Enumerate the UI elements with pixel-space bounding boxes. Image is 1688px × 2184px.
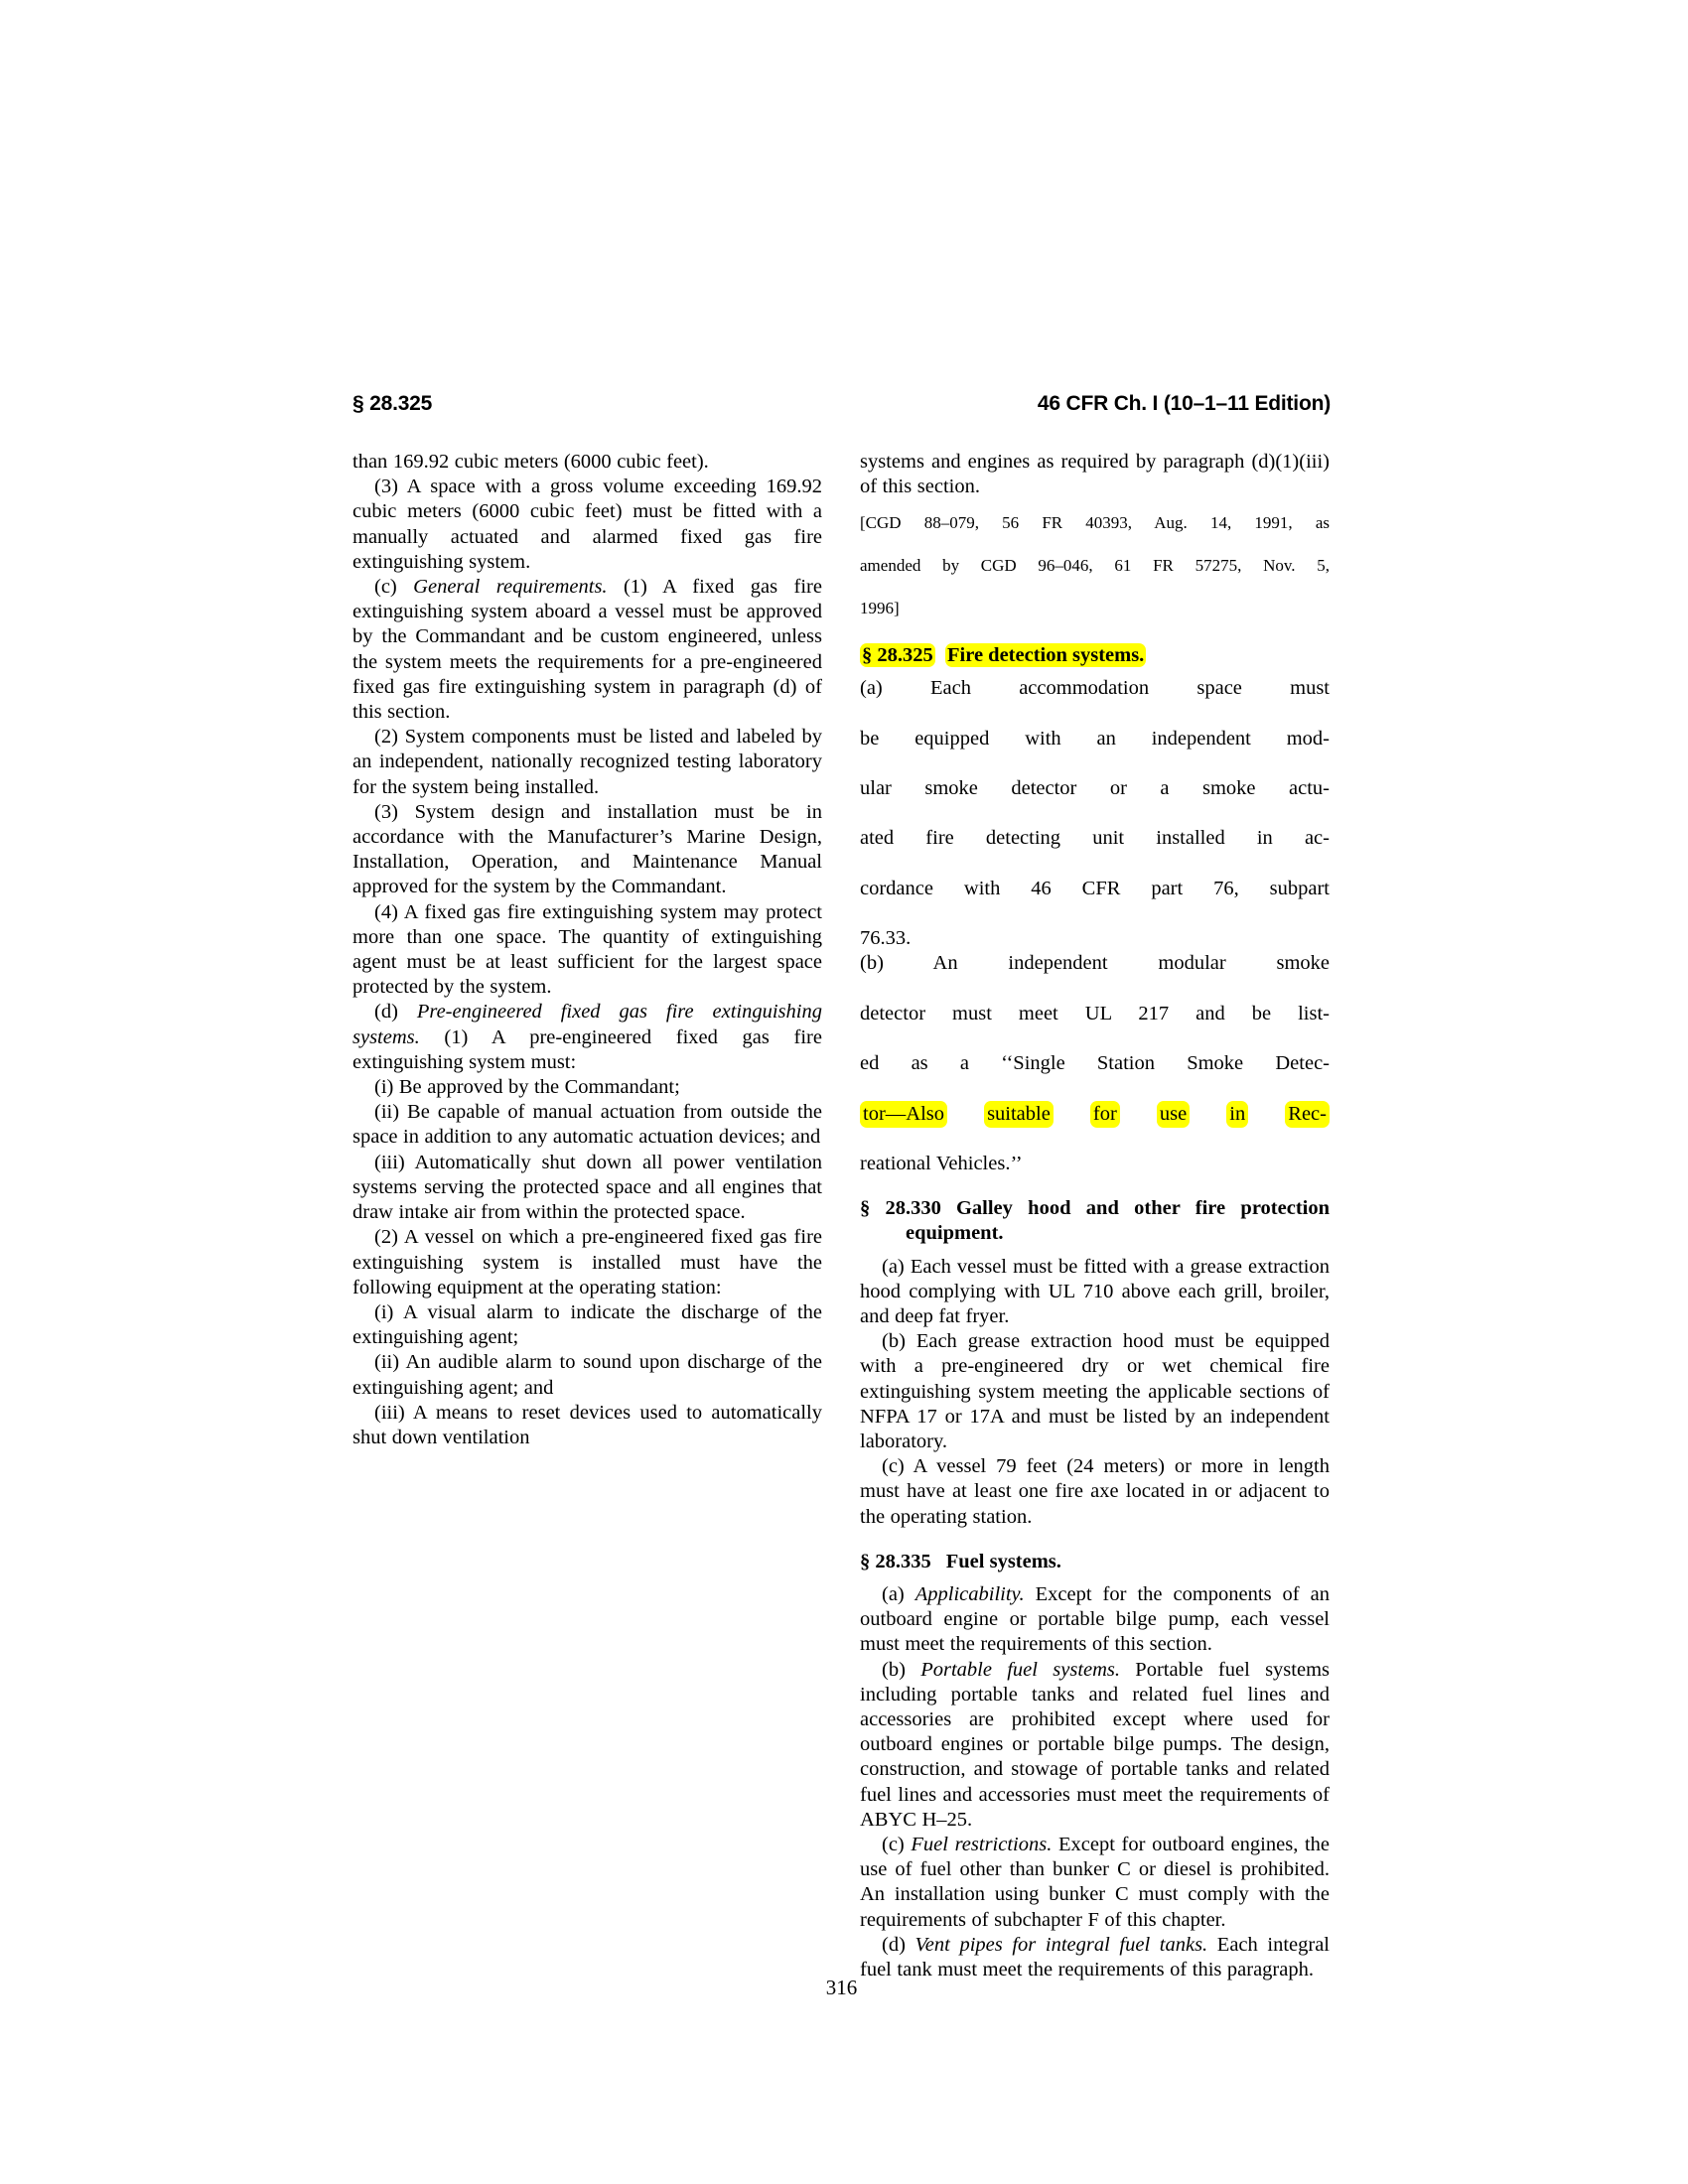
document-page: [352, 392, 1331, 1999]
paragraph-d1-rest: (1) A pre-engineered fixed gas fire extinguishing system must:: [352, 1025, 822, 1073]
line: (b) An independent modular smoke: [860, 952, 1330, 975]
paragraph-d1ii: (ii) Be capable of manual actuation from outside the space in addition to any automatic actuation devices; and: [352, 1101, 822, 1149]
section-heading-28335-number: § 28.335: [860, 1550, 931, 1572]
section-heading-28330-number: § 28.330: [860, 1197, 941, 1220]
paragraph-28325-b: [860, 951, 1330, 1176]
paragraph-d1-italic-lead: Pre-engineered fixed gas fire extinguishing systems.: [352, 1001, 822, 1048]
line: ular smoke detector or a smoke actu-: [860, 776, 1330, 799]
paragraph-28330-a: (a) Each vessel must be fitted with a grease extraction hood complying with UL 710 above each grill, broiler, and deep fat fryer.: [860, 1255, 1330, 1327]
paragraph-28335-c: [860, 1833, 1330, 1933]
paragraph-c4: (4) A fixed gas fire extinguishing system may protect more than one space. The quantity of extinguishing agent must be at least sufficient for the largest space protected by the system.: [352, 900, 822, 999]
section-heading-28325: [860, 643, 1330, 668]
citation-line-1: [CGD 88–079, 56 FR 40393, Aug. 14, 1991, as: [860, 513, 1330, 533]
line: be equipped with an independent mod-: [860, 727, 1330, 750]
paragraph-28335-b-rest: Portable fuel systems including portable tanks and related fuel lines and accessories are prohibited except where used for outboard engines or portable bilge pumps. The design, construction, and stowage of portable tanks and related fuel lines and accessories must meet the requirements of ABYC H–25.: [860, 1658, 1330, 1831]
citation-line-2: amended by CGD 96–046, 61 FR 57275, Nov. 5,: [860, 556, 1330, 576]
paragraph-28335-c-rest: Except for outboard engines, the use of fuel other than bunker C or diesel is prohibited. An installation using bunker C must comply with the requirements of subchapter F of this chapter.: [860, 1834, 1331, 1931]
paragraph-28335-c-label: (c): [882, 1834, 912, 1856]
paragraph-28335-d-italic-lead: Vent pipes for integral fuel tanks.: [914, 1933, 1208, 1956]
paragraph-28325-a: [860, 676, 1330, 951]
section-heading-28335-title: Fuel systems.: [945, 1550, 1061, 1572]
paragraph-c2: (2) System components must be listed and labeled by an independent, nationally recognized testing laboratory for the system being installed.: [352, 726, 822, 798]
line: detector must meet UL 217 and be list-: [860, 1002, 1330, 1024]
paragraph-28335-a-rest: Except for the components of an outboard engine or portable bilge pump, each vessel must meet the requirements of this section.: [860, 1583, 1330, 1656]
section-heading-28325-gap: [935, 644, 945, 666]
citation-line-3: 1996]: [860, 599, 900, 618]
paragraph-28330-c: (c) A vessel 79 feet (24 meters) or more in length must have at least one fire axe located in or adjacent to the operating station.: [860, 1455, 1330, 1528]
paragraph-28335-b-label: (b): [882, 1658, 921, 1681]
running-head-citation: 46 CFR Ch. I (10–1–11 Edition): [1037, 392, 1331, 415]
paragraph-28335-b-italic-lead: Portable fuel systems.: [920, 1658, 1121, 1681]
right-column: [860, 450, 1330, 1982]
line: reational Vehicles.’’: [860, 1152, 1023, 1174]
line: ed as a ‘‘Single Station Smoke Detec-: [860, 1052, 1330, 1075]
paragraph-28330-b: (b) Each grease extraction hood must be equipped with a pre-engineered dry or wet chemical fire extinguishing system meeting the applicable sections of NFPA 17 or 17A and must be listed by an independent laboratory.: [860, 1330, 1330, 1452]
section-heading-28330-title: Galley hood and other fire protection equipment.: [906, 1197, 1330, 1245]
paragraph-d1i: (i) Be approved by the Commandant;: [374, 1076, 680, 1099]
paragraph-cont-b2: than 169.92 cubic meters (6000 cubic feet).: [352, 451, 709, 473]
line: 76.33.: [860, 927, 912, 950]
paragraph-b3: (3) A space with a gross volume exceeding 169.92 cubic meters (6000 cubic feet) must be fitted with a manually actuated and alarmed fixed gas fire extinguishing system.: [352, 476, 822, 573]
paragraph-continuation: systems and engines as required by paragraph (d)(1)(iii) of this section.: [860, 451, 1330, 498]
line: ated fire detecting unit installed in ac-: [860, 827, 1330, 850]
paragraph-d2: (2) A vessel on which a pre-engineered fixed gas fire extinguishing system is installed must have the following equipment at the operating station:: [352, 1226, 822, 1298]
paragraph-d2ii: (ii) An audible alarm to sound upon discharge of the extinguishing agent; and: [352, 1351, 822, 1399]
line-wordgaps: tor—Also suitable for use in Rec-: [860, 1102, 1330, 1152]
section-heading-28335: [860, 1550, 1330, 1574]
line: cordance with 46 CFR part 76, subpart: [860, 877, 1330, 899]
paragraph-28335-b: [860, 1658, 1330, 1833]
paragraph-d1: [352, 1000, 822, 1075]
paragraph-28335-c-italic-lead: Fuel restrictions.: [911, 1834, 1053, 1856]
paragraph-d1iii: (iii) Automatically shut down all power ventilation systems serving the protected space and all engines that draw intake air from within the protected space.: [352, 1151, 822, 1224]
body-columns: [352, 450, 1331, 1982]
paragraph-c1-rest: (1) A fixed gas fire extinguishing system aboard a vessel must be approved by the Commandant and be custom engineered, unless the system meets the requirements for a pre-engineered fixed gas fire extinguishing system in paragraph (d) of this section.: [352, 576, 822, 724]
section-heading-28325-title: Fire detection systems.: [947, 643, 1145, 666]
page-number: 316: [825, 1976, 858, 1999]
running-head: [352, 392, 1331, 416]
running-head-section: § 28.325: [352, 392, 433, 415]
paragraph-d2iii: (iii) A means to reset devices used to automatically shut down ventilation: [352, 1401, 822, 1448]
paragraph-28335-a-label: (a): [882, 1583, 915, 1606]
section-heading-28325-number: § 28.325: [862, 643, 933, 666]
paragraph-c1: [352, 575, 822, 725]
paragraph-c1-label: (c): [374, 576, 414, 599]
paragraph-28335-d-rest: Each integral fuel tank must meet the requirements of this paragraph.: [860, 1933, 1330, 1981]
paragraph-d2i: (i) A visual alarm to indicate the discharge of the extinguishing agent;: [352, 1300, 822, 1349]
paragraph-c3: (3) System design and installation must be in accordance with the Manufacturer’s Marine Design, Installation, Operation, and Maintenance Manual approved for the system by the Commandant.: [352, 800, 822, 898]
line: (a) Each accommodation space must: [860, 677, 1330, 700]
paragraph-d1-label: (d): [374, 1001, 417, 1024]
paragraph-28335-d-label: (d): [882, 1933, 915, 1956]
left-column: [352, 450, 822, 1450]
paragraph-c1-italic-lead: General requirements.: [413, 576, 608, 599]
paragraph-28335-a: [860, 1582, 1330, 1658]
section-heading-28330: [860, 1196, 1330, 1246]
paragraph-28335-a-italic-lead: Applicability.: [914, 1583, 1025, 1606]
amendment-citation: [860, 512, 1330, 619]
